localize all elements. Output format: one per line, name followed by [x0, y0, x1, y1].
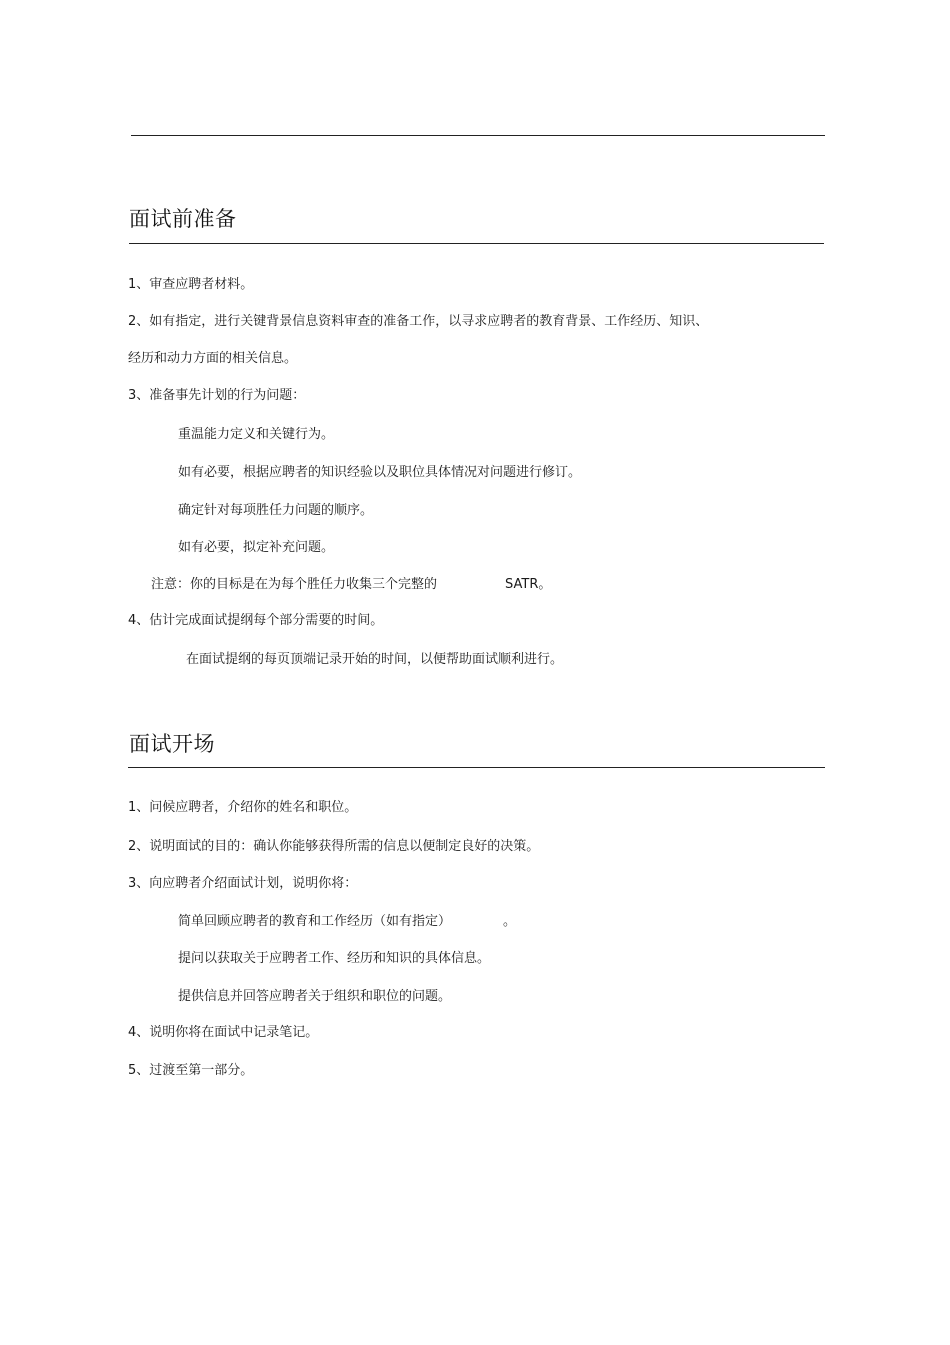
section-title-interview-opening: 面试开场: [129, 732, 215, 756]
sub-item: 如有必要，根据应聘者的知识经验以及职位具体情况对问题进行修订。: [178, 465, 582, 480]
header-rule: [131, 135, 825, 136]
list-item: 2、如有指定，进行关键背景信息资料审查的准备工作，以寻求应聘者的教育背景、工作经历、知识、: [128, 314, 709, 329]
sub-item: 重温能力定义和关键行为。: [178, 427, 335, 442]
list-item: 2、说明面试的目的：确认你能够获得所需的信息以便制定良好的决策。: [128, 839, 540, 854]
list-item: 1、审查应聘者材料。: [128, 277, 254, 292]
list-item: 5、过渡至第一部分。: [128, 1063, 254, 1078]
sub-item: 在面试提纲的每页顶端记录开始的时间，以便帮助面试顺利进行。: [186, 652, 564, 667]
list-item: 3、准备事先计划的行为问题：: [128, 388, 306, 403]
sub-item: 提问以获取关于应聘者工作、经历和知识的具体信息。: [178, 951, 491, 966]
list-item-continuation: 经历和动力方面的相关信息。: [128, 351, 298, 366]
section-rule-pre-interview: [129, 243, 824, 244]
section-rule-interview-opening: [128, 767, 825, 768]
sub-item: 如有必要，拟定补充问题。: [178, 540, 335, 555]
list-item: 4、说明你将在面试中记录笔记。: [128, 1025, 319, 1040]
sub-item-end-mark: 。: [503, 914, 517, 929]
section-title-pre-interview: 面试前准备: [129, 207, 237, 231]
note-text: 注意：你的目标是在为每个胜任力收集三个完整的: [151, 577, 438, 592]
sub-item: 确定针对每项胜任力问题的顺序。: [178, 503, 374, 518]
note-code: SATR。: [505, 577, 552, 592]
list-item: 4、估计完成面试提纲每个部分需要的时间。: [128, 613, 384, 628]
list-item: 1、问候应聘者，介绍你的姓名和职位。: [128, 800, 358, 815]
list-item: 3、向应聘者介绍面试计划，说明你将：: [128, 876, 358, 891]
sub-item: 简单回顾应聘者的教育和工作经历（如有指定）: [178, 914, 452, 929]
sub-item: 提供信息并回答应聘者关于组织和职位的问题。: [178, 989, 452, 1004]
